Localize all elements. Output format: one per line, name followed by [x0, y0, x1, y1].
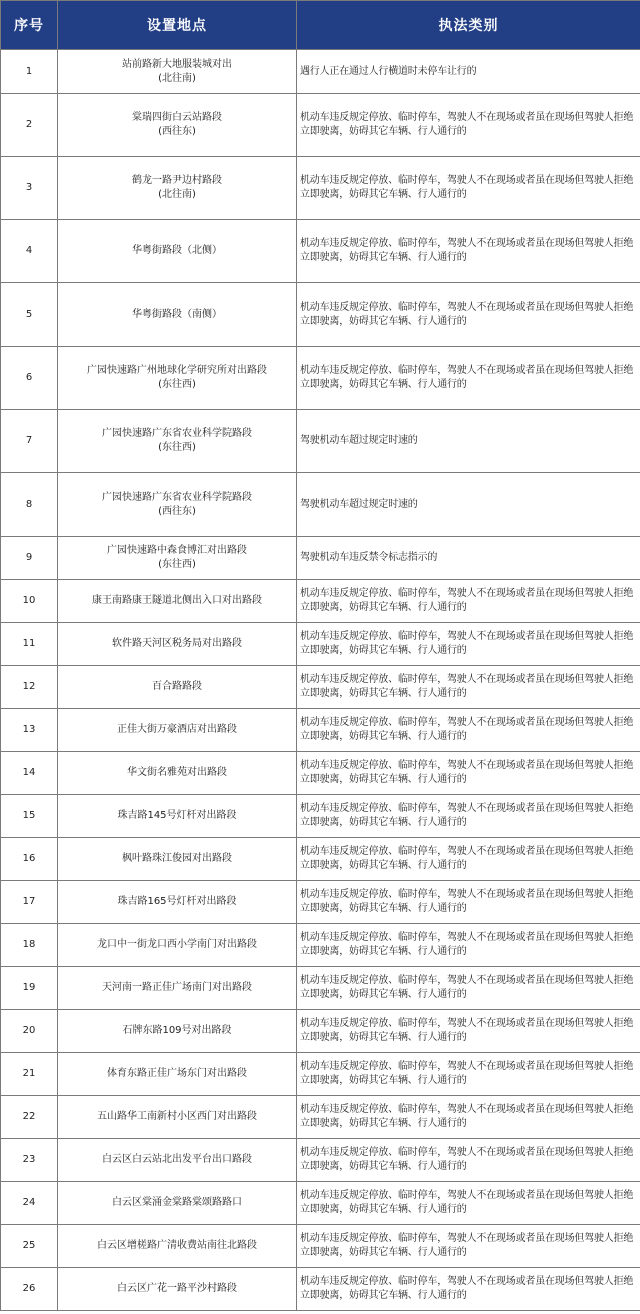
- enforcement-category: 机动车违反规定停放、临时停车，驾驶人不在现场或者虽在现场但驾驶人拒绝立即驶离，妨碍其它车辆、行人通行的: [297, 1096, 640, 1139]
- enforcement-category: 机动车违反规定停放、临时停车，驾驶人不在现场或者虽在现场但驾驶人拒绝立即驶离，妨碍其它车辆、行人通行的: [297, 1225, 640, 1268]
- enforcement-category: 机动车违反规定停放、临时停车，驾驶人不在现场或者虽在现场但驾驶人拒绝立即驶离，妨碍其它车辆、行人通行的: [297, 94, 640, 157]
- location-cell: [58, 473, 297, 537]
- location-cell: [58, 623, 297, 666]
- location-name: 广园快速路中森食博汇对出路段: [107, 545, 247, 556]
- header-row: [1, 1, 640, 50]
- location-cell: [58, 924, 297, 967]
- location-cell: [58, 709, 297, 752]
- enforcement-category: 驾驶机动车违反禁令标志指示的: [297, 537, 640, 580]
- row-number: 14: [1, 752, 58, 795]
- location-cell: [58, 220, 297, 283]
- enforcement-category: 机动车违反规定停放、临时停车，驾驶人不在现场或者虽在现场但驾驶人拒绝立即驶离，妨碍其它车辆、行人通行的: [297, 347, 640, 410]
- row-number: 11: [1, 623, 58, 666]
- enforcement-category: 机动车违反规定停放、临时停车，驾驶人不在现场或者虽在现场但驾驶人拒绝立即驶离，妨碍其它车辆、行人通行的: [297, 795, 640, 838]
- table-row: [1, 1010, 640, 1053]
- location-name: 珠吉路165号灯杆对出路段: [117, 896, 237, 907]
- table-row: [1, 580, 640, 623]
- location-name: 天河南一路正佳广场南门对出路段: [102, 982, 252, 993]
- enforcement-category: 机动车违反规定停放、临时停车，驾驶人不在现场或者虽在现场但驾驶人拒绝立即驶离，妨碍其它车辆、行人通行的: [297, 967, 640, 1010]
- location-name: 软件路天河区税务局对出路段: [112, 638, 242, 649]
- enforcement-category: 机动车违反规定停放、临时停车，驾驶人不在现场或者虽在现场但驾驶人拒绝立即驶离，妨碍其它车辆、行人通行的: [297, 623, 640, 666]
- table-body: [1, 50, 640, 1311]
- location-cell: [58, 752, 297, 795]
- table-row: [1, 967, 640, 1010]
- location-name: 华粤街路段（北侧）: [132, 245, 222, 256]
- row-number: 6: [1, 347, 58, 410]
- location-name: 珠吉路145号灯杆对出路段: [117, 810, 237, 821]
- location-name: 龙口中一街龙口西小学南门对出路段: [97, 939, 257, 950]
- table-row: [1, 838, 640, 881]
- row-number: 25: [1, 1225, 58, 1268]
- table-row: [1, 1182, 640, 1225]
- row-number: 21: [1, 1053, 58, 1096]
- table-row: [1, 709, 640, 752]
- row-number: 26: [1, 1268, 58, 1311]
- enforcement-category: 机动车违反规定停放、临时停车，驾驶人不在现场或者虽在现场但驾驶人拒绝立即驶离，妨碍其它车辆、行人通行的: [297, 220, 640, 283]
- row-number: 15: [1, 795, 58, 838]
- table-row: [1, 50, 640, 94]
- table-row: [1, 1268, 640, 1311]
- row-number: 2: [1, 94, 58, 157]
- row-number: 9: [1, 537, 58, 580]
- row-number: 22: [1, 1096, 58, 1139]
- location-direction: (东往西): [158, 442, 196, 453]
- row-number: 3: [1, 157, 58, 220]
- table-row: [1, 473, 640, 537]
- column-header-location: 设置地点: [58, 1, 297, 50]
- row-number: 23: [1, 1139, 58, 1182]
- location-name: 华文街名雅苑对出路段: [127, 767, 227, 778]
- table-row: [1, 1225, 640, 1268]
- column-header-number: 序号: [1, 1, 58, 50]
- location-name: 白云区棠涌金棠路棠颂路路口: [112, 1197, 242, 1208]
- table-row: [1, 283, 640, 347]
- location-name: 广园快速路广州地球化学研究所对出路段: [87, 365, 267, 376]
- table-row: [1, 795, 640, 838]
- location-name: 体育东路正佳广场东门对出路段: [107, 1068, 247, 1079]
- table-header: [1, 1, 640, 50]
- location-name: 白云区增槎路广清收费站南往北路段: [97, 1240, 257, 1251]
- enforcement-category: 驾驶机动车超过规定时速的: [297, 410, 640, 473]
- location-cell: [58, 283, 297, 347]
- location-name: 华粤街路段（南侧）: [132, 308, 222, 320]
- location-name: 白云区白云站北出发平台出口路段: [102, 1154, 252, 1165]
- location-cell: [58, 795, 297, 838]
- enforcement-category: 机动车违反规定停放、临时停车，驾驶人不在现场或者虽在现场但驾驶人拒绝立即驶离，妨碍其它车辆、行人通行的: [297, 881, 640, 924]
- location-name: 五山路华工南新村小区西门对出路段: [97, 1111, 257, 1122]
- enforcement-category: 机动车违反规定停放、临时停车，驾驶人不在现场或者虽在现场但驾驶人拒绝立即驶离，妨碍其它车辆、行人通行的: [297, 283, 640, 347]
- column-header-category: 执法类别: [297, 1, 640, 50]
- table-row: [1, 537, 640, 580]
- enforcement-category: 机动车违反规定停放、临时停车，驾驶人不在现场或者虽在现场但驾驶人拒绝立即驶离，妨碍其它车辆、行人通行的: [297, 838, 640, 881]
- enforcement-category: 机动车违反规定停放、临时停车，驾驶人不在现场或者虽在现场但驾驶人拒绝立即驶离，妨碍其它车辆、行人通行的: [297, 1182, 640, 1225]
- location-name: 棠瑞四街白云站路段: [132, 112, 222, 123]
- enforcement-category: 机动车违反规定停放、临时停车，驾驶人不在现场或者虽在现场但驾驶人拒绝立即驶离，妨碍其它车辆、行人通行的: [297, 752, 640, 795]
- enforcement-category: 机动车违反规定停放、临时停车，驾驶人不在现场或者虽在现场但驾驶人拒绝立即驶离，妨碍其它车辆、行人通行的: [297, 709, 640, 752]
- row-number: 4: [1, 220, 58, 283]
- location-cell: [58, 666, 297, 709]
- table-row: [1, 347, 640, 410]
- location-name: 广园快速路广东省农业科学院路段: [102, 491, 252, 503]
- enforcement-category: 机动车违反规定停放、临时停车，驾驶人不在现场或者虽在现场但驾驶人拒绝立即驶离，妨碍其它车辆、行人通行的: [297, 1139, 640, 1182]
- table-row: [1, 1139, 640, 1182]
- location-name: 鹤龙一路尹边村路段: [132, 175, 222, 186]
- location-direction: (东往西): [158, 559, 196, 570]
- enforcement-category: 机动车违反规定停放、临时停车，驾驶人不在现场或者虽在现场但驾驶人拒绝立即驶离，妨碍其它车辆、行人通行的: [297, 1010, 640, 1053]
- location-direction: (北往南): [158, 189, 196, 200]
- location-direction: (西往东): [158, 505, 196, 517]
- row-number: 12: [1, 666, 58, 709]
- enforcement-category: 遇行人正在通过人行横道时未停车让行的: [297, 50, 640, 94]
- location-cell: [58, 50, 297, 94]
- location-cell: [58, 94, 297, 157]
- location-name: 石牌东路109号对出路段: [122, 1025, 232, 1036]
- table-row: [1, 924, 640, 967]
- enforcement-category: 机动车违反规定停放、临时停车，驾驶人不在现场或者虽在现场但驾驶人拒绝立即驶离，妨碍其它车辆、行人通行的: [297, 666, 640, 709]
- table-row: [1, 410, 640, 473]
- location-cell: [58, 1053, 297, 1096]
- location-name: 枫叶路珠江俊园对出路段: [122, 853, 232, 864]
- location-direction: (西往东): [158, 126, 196, 137]
- location-name: 康王南路康王隧道北侧出入口对出路段: [92, 595, 262, 606]
- row-number: 13: [1, 709, 58, 752]
- enforcement-category: 机动车违反规定停放、临时停车，驾驶人不在现场或者虽在现场但驾驶人拒绝立即驶离，妨碍其它车辆、行人通行的: [297, 580, 640, 623]
- table-row: [1, 881, 640, 924]
- row-number: 1: [1, 50, 58, 94]
- location-cell: [58, 347, 297, 410]
- location-cell: [58, 967, 297, 1010]
- table-row: [1, 1096, 640, 1139]
- table-row: [1, 220, 640, 283]
- location-name: 正佳大街万豪酒店对出路段: [117, 724, 237, 735]
- location-cell: [58, 1010, 297, 1053]
- enforcement-category: 机动车违反规定停放、临时停车，驾驶人不在现场或者虽在现场但驾驶人拒绝立即驶离，妨碍其它车辆、行人通行的: [297, 924, 640, 967]
- location-cell: [58, 1182, 297, 1225]
- row-number: 19: [1, 967, 58, 1010]
- location-direction: (东往西): [158, 379, 196, 390]
- location-cell: [58, 580, 297, 623]
- row-number: 20: [1, 1010, 58, 1053]
- row-number: 17: [1, 881, 58, 924]
- location-cell: [58, 838, 297, 881]
- location-cell: [58, 410, 297, 473]
- location-cell: [58, 537, 297, 580]
- row-number: 10: [1, 580, 58, 623]
- row-number: 16: [1, 838, 58, 881]
- location-name: 白云区广花一路平沙村路段: [117, 1283, 237, 1294]
- location-cell: [58, 1268, 297, 1311]
- location-cell: [58, 157, 297, 220]
- row-number: 8: [1, 473, 58, 537]
- enforcement-category: 机动车违反规定停放、临时停车，驾驶人不在现场或者虽在现场但驾驶人拒绝立即驶离，妨碍其它车辆、行人通行的: [297, 1053, 640, 1096]
- location-cell: [58, 881, 297, 924]
- row-number: 5: [1, 283, 58, 347]
- table-row: [1, 623, 640, 666]
- location-name: 百合路路段: [152, 681, 202, 692]
- table-row: [1, 666, 640, 709]
- location-name: 站前路新大地服装城对出: [122, 58, 232, 70]
- table-row: [1, 94, 640, 157]
- enforcement-category: 机动车违反规定停放、临时停车，驾驶人不在现场或者虽在现场但驾驶人拒绝立即驶离，妨碍其它车辆、行人通行的: [297, 157, 640, 220]
- enforcement-category: 驾驶机动车超过规定时速的: [297, 473, 640, 537]
- table-row: [1, 752, 640, 795]
- table-row: [1, 157, 640, 220]
- row-number: 18: [1, 924, 58, 967]
- location-cell: [58, 1225, 297, 1268]
- enforcement-category: 机动车违反规定停放、临时停车，驾驶人不在现场或者虽在现场但驾驶人拒绝立即驶离，妨碍其它车辆、行人通行的: [297, 1268, 640, 1311]
- location-cell: [58, 1139, 297, 1182]
- row-number: 24: [1, 1182, 58, 1225]
- location-name: 广园快速路广东省农业科学院路段: [102, 428, 252, 439]
- location-cell: [58, 1096, 297, 1139]
- location-direction: (北往南): [158, 72, 196, 84]
- table-row: [1, 1053, 640, 1096]
- row-number: 7: [1, 410, 58, 473]
